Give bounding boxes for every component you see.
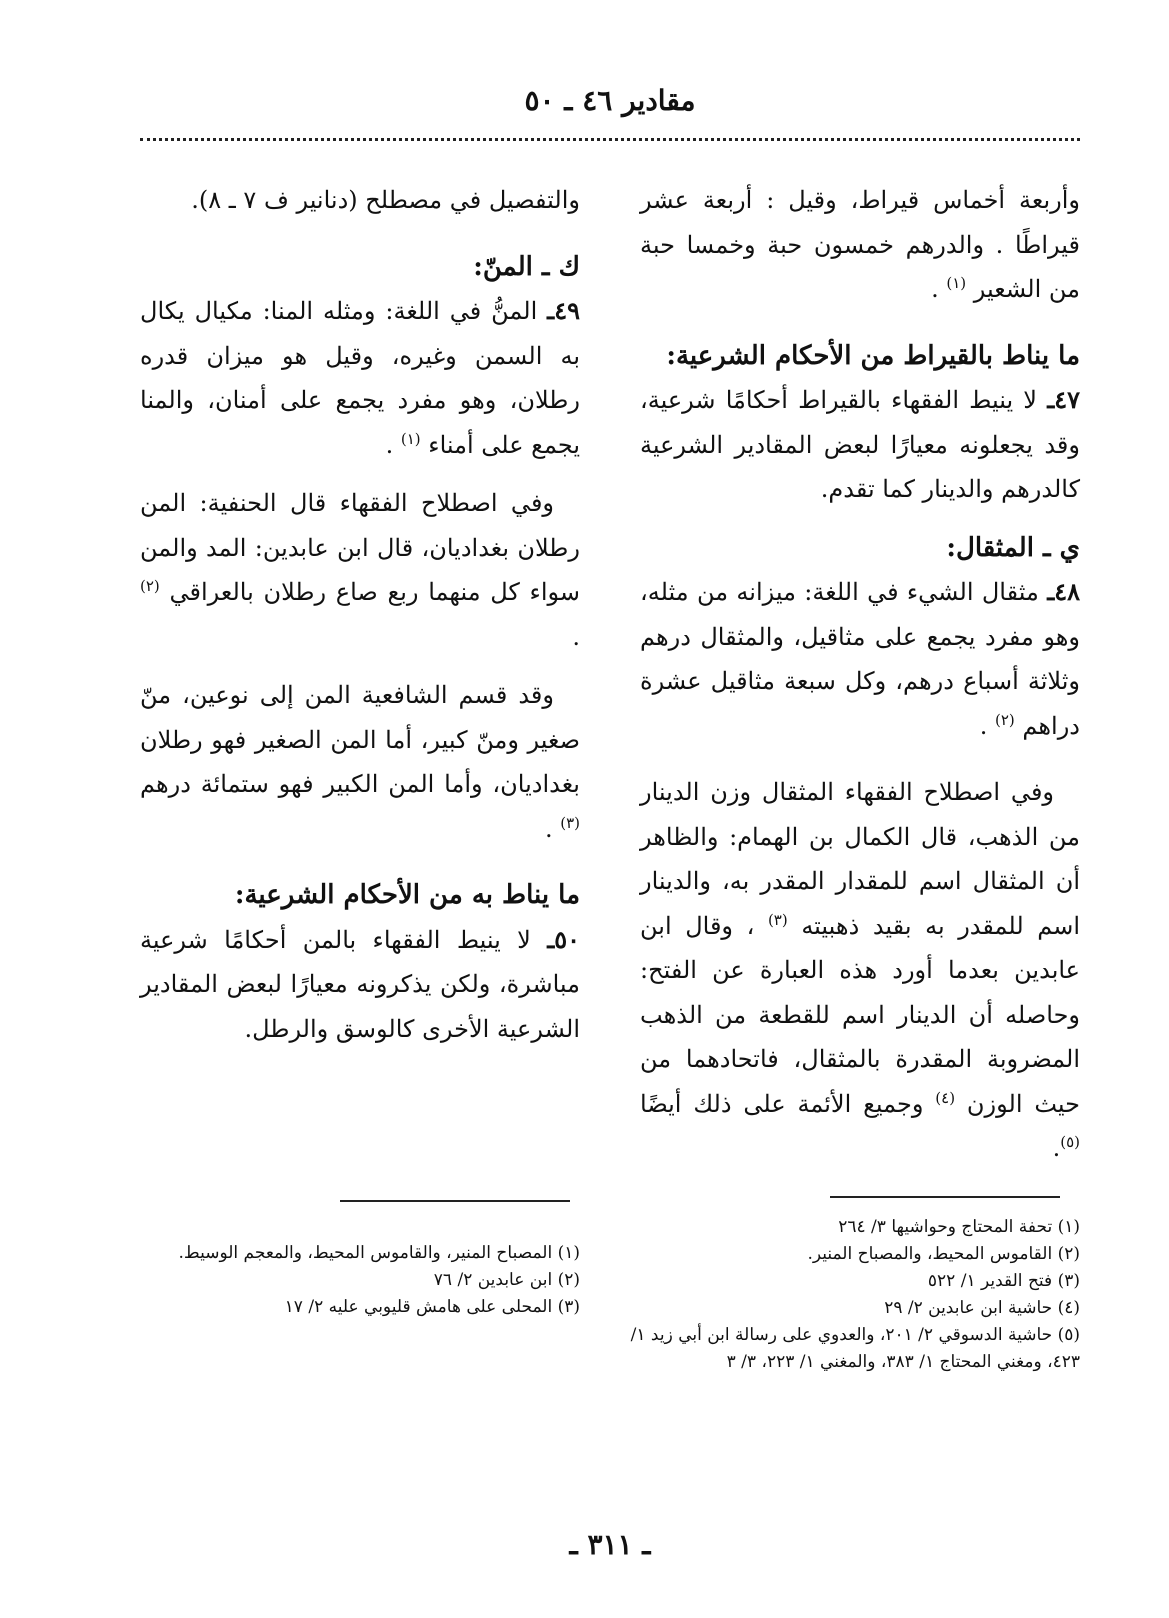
- paragraph: ٥٠ـ لا ينيط الفقهاء بالمن أحكامًا شرعية مباشرة، ولكن يذكرونه معيارًا لبعض المقادير الشرعية الأخرى كالوسق والرطل.: [140, 924, 580, 1043]
- paragraph: وقد قسم الشافعية المن إلى نوعين، منّ صغير ومنّ كبير، أما المن الصغير فهو رطلان بغداديان، وأما المن الكبير فهو ستمائة درهم $^{(٣)}$ .: [140, 681, 580, 843]
- page-number: ـ ٣١١ ـ: [569, 1528, 651, 1561]
- paragraph: وفي اصطلاح الفقهاء المثقال وزن الدينار من الذهب، قال الكمال بن الهمام: والظاهر أن المثقال اسم للمقدار المقدر به، والدينار اسم للمقدر به بقيد ذهبيته $^{(٣)}$ ، وقال ابن عابدين بعدما أورد هذه العبارة عن الفتح: وحاصله أن الدينار اسم للقطعة من الذهب المضروبة المقدرة بالمثقال، فاتحادهما من حيث الوزن $^{(٤)}$ وجميع الأئمة على ذلك أيضًا $^{(٥)}$.: [640, 778, 1080, 1162]
- page-header: مقادير ٤٦ ـ ٥٠: [524, 84, 696, 117]
- footnote-ref: (٢): [140, 577, 160, 595]
- footnote-ref: (٣): [767, 910, 788, 929]
- paragraph: وفي اصطلاح الفقهاء قال الحنفية: المن رطلان بغداديان، قال ابن عابدين: المد والمن سواء كل منهما ربع صاع رطلان بالعراقي $^{(٢)}$ .: [140, 489, 580, 651]
- paragraph: وأربعة أخماس قيراط، وقيل : أربعة عشر قيراطًا . والدرهم خمسون حبة وخمسا حبة من الشعير $^{(١)}$ .: [640, 186, 1080, 303]
- paragraph: ٤٩ـ المنُّ في اللغة: ومثله المنا: مكيال يكال به السمن وغيره، وقيل هو ميزان قدره رطلان، وهو مفرد يجمع على أمنان، والمنا يجمع على أمناء $^{(١)}$ .: [140, 296, 580, 459]
- header-dotted-rule: [140, 138, 1080, 141]
- paragraph-number: ٥٠ـ: [547, 924, 580, 954]
- section-heading: ما يناط بالقيراط من الأحكام الشرعية:: [666, 340, 1080, 371]
- footnote-ref: (١): [400, 429, 421, 448]
- section-heading: ي ـ المثقال:: [946, 532, 1080, 563]
- paragraph: والتفصيل في مصطلح (دنانير ف ٧ ـ ٨).: [191, 186, 580, 214]
- left-column: [140, 178, 580, 1065]
- footnote: (٢) ابن عابدين ٢/ ٧٦: [433, 1270, 580, 1290]
- footnote-ref: (٢): [995, 710, 1015, 729]
- paragraph-number: ٤٨ـ: [1047, 577, 1080, 606]
- paragraph-number: ٤٧ـ: [1047, 385, 1080, 414]
- right-column: [640, 178, 1080, 1185]
- paragraph: ٤٧ـ لا ينيط الفقهاء بالقيراط أحكامًا شرعية، وقد يجعلونه معيارًا لبعض المقادير الشرعية كالدرهم والدينار كما تقدم.: [640, 385, 1080, 503]
- footnote: (١) تحفة المحتاج وحواشيها ٣/ ٢٦٤: [838, 1217, 1080, 1237]
- footnote: (٢) القاموس المحيط، والمصباح المنير.: [807, 1244, 1080, 1264]
- footnote: (٣) فتح القدير ١/ ٥٢٢: [927, 1271, 1080, 1291]
- footnotes-right: [620, 1214, 1080, 1376]
- section-heading: ك ـ المنّ:: [473, 251, 580, 282]
- footnote-ref: (١): [946, 274, 967, 292]
- paragraph-number: ٤٩ـ: [547, 296, 580, 325]
- section-heading: ما يناط به من الأحكام الشرعية:: [234, 880, 580, 910]
- footnote: (١) المصباح المنير، والقاموس المحيط، والمعجم الوسيط.: [178, 1243, 580, 1263]
- footnote-divider: [830, 1196, 1060, 1198]
- footnote-divider: [340, 1200, 570, 1202]
- footnote-ref: (٤): [935, 1088, 956, 1107]
- paragraph: ٤٨ـ مثقال الشيء في اللغة: ميزانه من مثله، وهو مفرد يجمع على مثاقيل، والمثقال درهم وثلاثة أسباع درهم، وكل سبعة مثاقيل عشرة دراهم $^{(٢)}$ .: [640, 577, 1080, 740]
- footnote: (٥) حاشية الدسوقي ٢/ ٢٠١، والعدوي على رسالة ابن أبي زيد ١/ ٤٢٣، ومغني المحتاج ١/ ٣٨٣، والمغني ١/ ٢٢٣، ٣/ ٣: [630, 1325, 1080, 1372]
- footnote-ref: (٣): [560, 813, 580, 832]
- footnote-ref: (٥): [1060, 1133, 1080, 1151]
- footnotes-left: [140, 1240, 580, 1321]
- footnote: (٤) حاشية ابن عابدين ٢/ ٢٩: [884, 1298, 1080, 1318]
- footnote: (٣) المحلى على هامش قليوبي عليه ٢/ ١٧: [284, 1297, 580, 1317]
